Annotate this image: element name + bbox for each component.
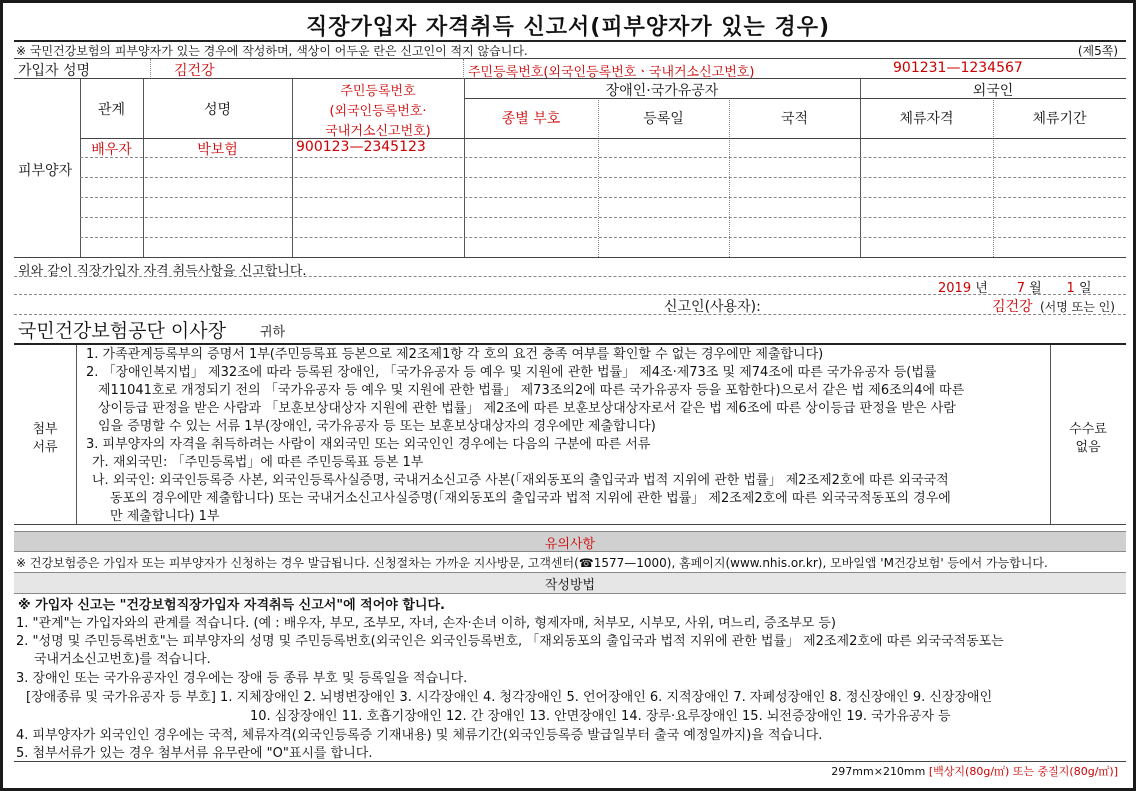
- dependents-section-label: 피부양자: [18, 163, 73, 179]
- howto-item: 5. 첨부서류가 있는 경우 첨부서류 유무란에 "O"표시를 합니다.: [16, 746, 373, 761]
- col-header-status: 체류자격: [899, 111, 954, 127]
- grid-line: [80, 177, 1126, 178]
- paper-type: [백상지(80g/㎡) 또는 중질지(80g/㎡)]: [928, 765, 1118, 778]
- month-value: 7: [1016, 281, 1026, 296]
- caution-text: ※ 건강보험증은 가입자 또는 피부양자가 신청하는 경우 발급됩니다. 신청절차는 가까운 지사방문, 고객센터(☎1577—1000), 홈페이지(www.nhis.or.kr), 모바일앱 'M건강보험' 등에서 가능합니다.: [16, 556, 1048, 570]
- rule: [14, 343, 1126, 345]
- col-header-rrn: 국내거소신고번호): [325, 124, 431, 139]
- attachment-line: 제11041호로 개정되기 전의 「국가유공자 등 예우 및 지원에 관한 법률」 제73조의2에 따른 국가유공자 등을 포함한다)으로서 같은 법 제6조의4에 따른: [98, 383, 965, 398]
- col-header-regdate: 등록일: [643, 111, 684, 127]
- year-value: 2019: [938, 281, 972, 296]
- attachment-line: 2. 「장애인복지법」 제32조에 따라 등록된 장애인, 「국가유공자 등 예우 및 지원에 관한 법률」 제4조·제73조 및 제74조에 따른 국가유공자 등(법률: [86, 365, 937, 380]
- declaration-text: 위와 같이 직장가입자 자격 취득사항을 신고합니다.: [18, 264, 307, 279]
- attachment-line: 임을 증명할 수 있는 서류 1부(장애인, 국가유공자 등 또는 보훈보상대상자의 경우에만 제출합니다): [98, 419, 656, 434]
- reporter-label: 신고인(사용자):: [664, 299, 761, 315]
- caution-header: 유의사항: [544, 537, 596, 552]
- grid-line: [76, 345, 77, 524]
- paper-spec: [831, 763, 1118, 779]
- rule: [14, 524, 1126, 525]
- divider: [150, 59, 151, 77]
- reporter-name: 김건강: [992, 299, 1033, 315]
- howto-item: 국내거소신고번호)를 적습니다.: [34, 652, 211, 667]
- attachment-line: 1. 가족관계등록부의 증명서 1부(주민등록표 등본으로 제2조제1항 각 호의 요건 충족 여부를 확인할 수 없는 경우에만 제출합니다): [86, 347, 824, 362]
- month-unit: 월: [1029, 281, 1042, 296]
- howto-header: 작성방법: [544, 578, 596, 593]
- rule: [14, 58, 1126, 59]
- year-unit: 년: [975, 281, 988, 296]
- col-header-rrn: 주민등록번호: [340, 84, 416, 99]
- subscriber-name-value: 김건강: [174, 63, 215, 79]
- howto-item: ※ 가입자 신고는 "건강보험직장가입자 자격취득 신고서"에 적어야 합니다.: [18, 598, 445, 613]
- rule: [14, 314, 1126, 315]
- attachment-line: 가. 재외국민: 「주민등록법」에 따른 주민등록표 등본 1부: [92, 455, 424, 470]
- grid-line: [80, 217, 1126, 218]
- attachments-label: 서류: [32, 440, 58, 455]
- attachment-line: 상이등급 판정을 받은 사람과 「보훈보상대상자 지원에 관한 법률」 제2조에 따른 보훈보상대상자로서 같은 법 제6조에 따른 상이등급 판정을 받은 사람: [98, 401, 956, 416]
- col-header-period: 체류기간: [1032, 111, 1087, 127]
- rule: [14, 761, 1126, 762]
- subscriber-name-label: 가입자 성명: [18, 63, 91, 79]
- col-header-type: 종별 부호: [501, 111, 561, 127]
- col-header-name: 성명: [203, 102, 232, 118]
- attachment-line: 나. 외국인: 외국인등록증 사본, 외국인등록사실증명, 국내거소신고증 사본(「재외동포의 출입국과 법적 지위에 관한 법률」 제2조제2호에 따른 외국국적: [92, 473, 949, 488]
- day-value: 1: [1066, 281, 1075, 296]
- col-group-foreign: 외국인: [972, 83, 1014, 99]
- attachments-label: 첨부: [32, 422, 58, 437]
- row1-rrn: 900123—2345123: [296, 139, 426, 155]
- row1-name: 박보험: [197, 142, 238, 158]
- subscriber-rrn-value: 901231—1234567: [893, 60, 1023, 76]
- howto-item: 2. "성명 및 주민등록번호"는 피부양자의 성명 및 주민등록번호(외국인은 외국인등록번호, 「재외동포의 출입국과 법적 지위에 관한 법률」 제2조제2호에 따른 외국국적동포는: [16, 634, 1004, 649]
- sign-label: (서명 또는 인): [1040, 300, 1115, 314]
- howto-item: 3. 장애인 또는 국가유공자인 경우에는 장애 등 종류 부호 및 등록일을 적습니다.: [16, 671, 468, 686]
- rule: [14, 294, 1126, 295]
- subscriber-rrn-label: 주민등록번호(외국인등록번호ㆍ국내거소신고번호): [468, 65, 755, 80]
- day-unit: 일: [1078, 281, 1092, 296]
- divider: [463, 59, 464, 77]
- col-header-relation: 관계: [97, 102, 126, 118]
- addressee: 국민건강보험공단 이사장: [18, 320, 226, 342]
- col-header-rrn: (외국인등록번호·: [329, 104, 427, 119]
- grid-line: [464, 79, 465, 257]
- fee-value: 없음: [1075, 440, 1101, 455]
- col-group-disabled: 장애인·국가유공자: [605, 83, 719, 99]
- addressee-suffix: 귀하: [260, 325, 286, 340]
- paper-size: 297mm×210mm: [831, 765, 926, 778]
- col-header-country: 국적: [780, 111, 809, 127]
- howto-item: [장애종류 및 국가유공자 등 부호] 1. 지체장애인 2. 뇌병변장애인 3. 시각장애인 4. 청각장애인 5. 언어장애인 6. 지적장애인 7. 자폐성장애인 8. 정신장애인 9. 신장장애인: [26, 690, 993, 705]
- form-title: 직장가입자 자격취득 신고서(피부양자가 있는 경우): [305, 15, 831, 40]
- form-number: (제5쪽): [1077, 44, 1118, 58]
- notice-text: ※ 국민건강보험의 피부양자가 있는 경우에 작성하며, 색상이 어두운 란은 신고인이 적지 않습니다.: [16, 44, 528, 58]
- howto-item: 10. 심장장애인 11. 호흡기장애인 12. 간 장애인 13. 안면장애인 14. 장루·요루장애인 15. 뇌전증장애인 19. 국가유공자 등: [250, 709, 951, 724]
- attachment-line: 만 제출합니다) 1부: [110, 509, 220, 524]
- row1-relation: 배우자: [91, 142, 132, 158]
- grid-line: [80, 237, 1126, 238]
- rule: [14, 78, 1126, 79]
- grid-line: [80, 197, 1126, 198]
- howto-item: 4. 피부양자가 외국인인 경우에는 국적, 체류자격(외국인등록증 기재내용) 및 체류기간(외국인등록증 발급일부터 출국 예정일까지)을 적습니다.: [16, 728, 823, 743]
- attachment-line: 동포의 경우에만 제출합니다) 또는 국내거소신고사실증명(「재외동포의 출입국과 법적 지위에 관한 법률」 제2조제2호에 따른 외국국적동포의 경우에: [110, 491, 951, 506]
- attachment-line: 3. 피부양자의 자격을 취득하려는 사람이 재외국민 또는 외국인인 경우에는 다음의 구분에 따른 서류: [86, 437, 651, 452]
- grid-line: [860, 79, 861, 257]
- fee-label: 수수료: [1069, 422, 1107, 437]
- howto-item: 1. "관계"는 가입자와의 관계를 적습니다. (예 : 배우자, 부모, 조부모, 자녀, 손자·손녀 이하, 형제자매, 처부모, 시부모, 사위, 며느리, 증조부모 등): [16, 616, 837, 631]
- rule: [14, 257, 1126, 258]
